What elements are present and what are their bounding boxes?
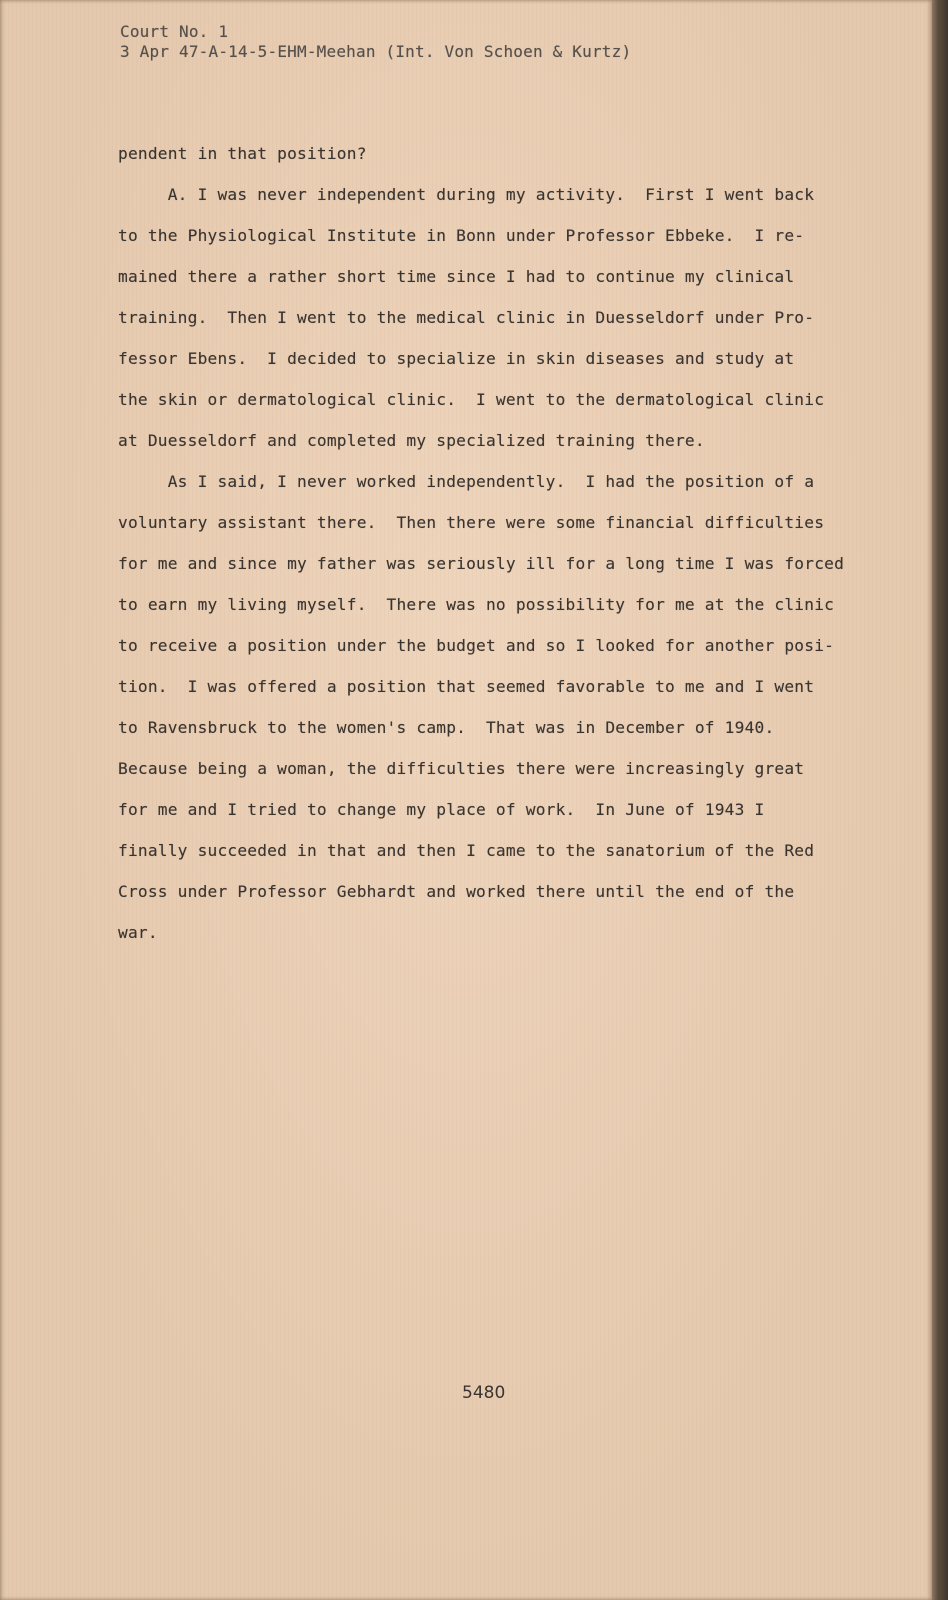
transcript-line: voluntary assistant there. Then there were some financial difficulties xyxy=(118,513,825,532)
page-number: 5480 xyxy=(462,1383,506,1403)
session-reference: 3 Apr 47-A-14-5-EHM-Meehan (Int. Von Schoen & Kurtz) xyxy=(120,42,632,61)
transcript-line: Cross under Professor Gebhardt and worked there until the end of the xyxy=(118,882,795,901)
transcript-line: for me and I tried to change my place of work. In June of 1943 I xyxy=(118,800,765,819)
transcript-line: fessor Ebens. I decided to specialize in skin diseases and study at xyxy=(118,349,795,368)
transcript-line: finally succeeded in that and then I came to the sanatorium of the Red xyxy=(118,841,815,860)
transcript-line: tion. I was offered a position that seemed favorable to me and I went xyxy=(118,677,815,696)
transcript-line: Because being a woman, the difficulties there were increasingly great xyxy=(118,759,805,778)
transcript-line: pendent in that position? xyxy=(118,144,367,163)
transcript-line: the skin or dermatological clinic. I went to the dermatological clinic xyxy=(118,390,825,409)
transcript-line: to Ravensbruck to the women's camp. That was in December of 1940. xyxy=(118,718,775,737)
transcript-line: A. I was never independent during my activity. First I went back xyxy=(118,185,815,204)
transcript-line: for me and since my father was seriously ill for a long time I was forced xyxy=(118,554,845,573)
transcript-line: to earn my living myself. There was no possibility for me at the clinic xyxy=(118,595,835,614)
transcript-line: to receive a position under the budget and so I looked for another posi- xyxy=(118,636,835,655)
transcript-line: to the Physiological Institute in Bonn under Professor Ebbeke. I re- xyxy=(118,226,805,245)
transcript-line: As I said, I never worked independently. I had the position of a xyxy=(118,472,815,491)
transcript-line: at Duesseldorf and completed my specialized training there. xyxy=(118,431,705,450)
court-number: Court No. 1 xyxy=(120,22,229,41)
transcript-line: mained there a rather short time since I had to continue my clinical xyxy=(118,267,795,286)
scan-edge xyxy=(932,0,948,1600)
transcript-line: war. xyxy=(118,923,158,942)
transcript-line: training. Then I went to the medical clinic in Duesseldorf under Pro- xyxy=(118,308,815,327)
